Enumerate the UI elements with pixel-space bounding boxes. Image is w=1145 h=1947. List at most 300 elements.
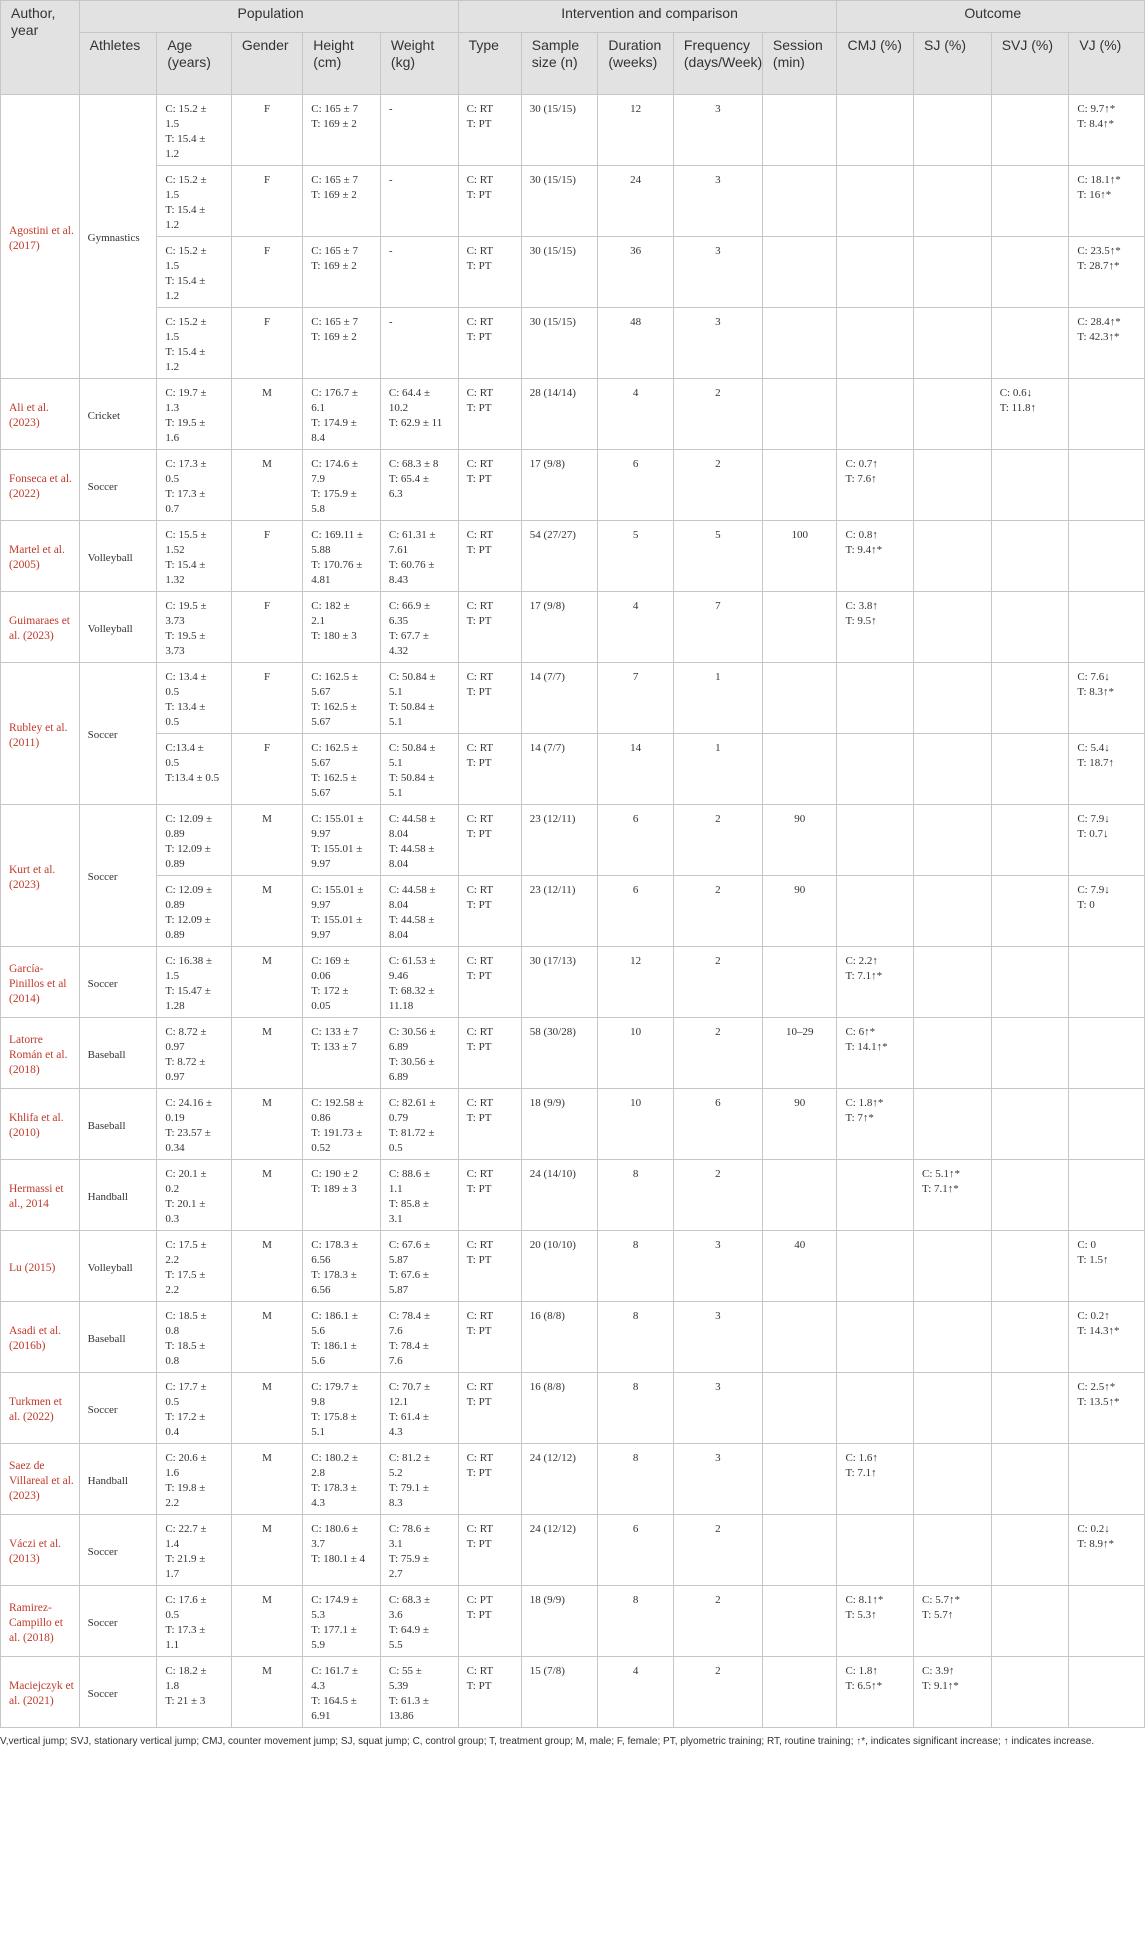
cell-age (157, 237, 232, 308)
cell-type-line: C: RT (466, 1026, 494, 1038)
cell-cmj-line: T: 7.1↑ (845, 1467, 877, 1479)
cell-height-line: 7.9 (311, 473, 326, 485)
cell-height-line: T: 189 ± 3 (311, 1183, 357, 1195)
cell-type-line: T: PT (466, 1609, 492, 1621)
cell-gender: M (231, 379, 302, 450)
cell-duration: 14 (598, 734, 674, 805)
cell-duration: 7 (598, 663, 674, 734)
cell-height-line: C: 182 ± (311, 600, 350, 612)
table-row (1, 95, 1145, 166)
cell-height-line: 5.8 (311, 503, 326, 515)
cell-type (458, 166, 521, 237)
cell-cmj (837, 1373, 914, 1444)
cell-weight-line: T: 50.84 ± (388, 701, 435, 713)
cell-gender: M (231, 450, 302, 521)
cell-vj-line: C: 0 (1077, 1239, 1096, 1251)
cell-age-line: T: 17.3 ± (165, 488, 206, 500)
cell-vj-line: T: 18.7↑ (1077, 757, 1115, 769)
cell-age-line: C:13.4 ± (165, 742, 204, 754)
cell-age-line: C: 18.2 ± (165, 1665, 207, 1677)
cell-height-line: T: 155.01 ± (311, 914, 363, 926)
cell-svj (991, 1302, 1069, 1373)
cell-type-line: C: RT (466, 387, 494, 399)
cell-duration: 4 (598, 1657, 674, 1728)
cell-weight-line: C: 68.3 ± 8 (388, 458, 439, 470)
cell-height-line: T: 162.5 ± (311, 772, 357, 784)
cell-weight-line: 12.1 (388, 1396, 409, 1408)
cell-weight-line: - (388, 103, 393, 115)
cell-height-line: C: 174.9 ± (311, 1594, 358, 1606)
cell-session: 90 (762, 1089, 837, 1160)
cell-type-line: C: RT (466, 884, 494, 896)
cell-sample-size: 30 (15/15) (521, 237, 598, 308)
cell-frequency: 2 (673, 805, 762, 876)
cell-duration: 4 (598, 379, 674, 450)
cell-height-line: C: 178.3 ± (311, 1239, 358, 1251)
cell-height-line: C: 165 ± 7 (311, 316, 358, 328)
cell-weight-line: 10.2 (388, 402, 409, 414)
cell-gender: M (231, 1089, 302, 1160)
cell-duration: 36 (598, 237, 674, 308)
cell-age-line: 1.1 (165, 1639, 180, 1651)
cell-sample-size: 15 (7/8) (521, 1657, 598, 1728)
cell-type-line: T: PT (466, 1467, 492, 1479)
cell-session (762, 734, 837, 805)
cell-sj (914, 1018, 992, 1089)
cell-cmj-line: T: 7.6↑ (845, 473, 877, 485)
cell-type (458, 1089, 521, 1160)
cell-gender: M (231, 876, 302, 947)
cell-height (303, 1515, 381, 1586)
table-row (1, 521, 1145, 592)
cell-height-line: C: 133 ± 7 (311, 1026, 358, 1038)
cell-height-line: 4.3 (311, 1497, 326, 1509)
cell-age-line: 0.5 (165, 757, 180, 769)
cell-vj-line: C: 18.1↑* (1077, 174, 1121, 186)
cell-frequency: 3 (673, 1302, 762, 1373)
cell-height-line: C: 155.01 ± (311, 884, 364, 896)
cell-vj-line: T: 1.5↑ (1077, 1254, 1109, 1266)
cell-type-line: T: PT (466, 1325, 492, 1337)
table-row (1, 308, 1145, 379)
cell-weight (380, 379, 458, 450)
cell-height (303, 237, 381, 308)
cell-duration: 8 (598, 1444, 674, 1515)
cell-height (303, 1444, 381, 1515)
cell-age-line: 1.28 (165, 1000, 185, 1012)
cell-cmj-line: T: 5.3↑ (845, 1609, 877, 1621)
cell-age-line: 0.2 (165, 1183, 180, 1195)
cell-cmj (837, 663, 914, 734)
cell-sample-size: 30 (15/15) (521, 308, 598, 379)
cell-weight-line: 8.3 (388, 1497, 403, 1509)
cell-frequency: 1 (673, 663, 762, 734)
cell-weight-line: T: 50.84 ± (388, 772, 435, 784)
cell-height-line: C: 174.6 ± (311, 458, 358, 470)
cell-weight-line: 5.87 (388, 1254, 409, 1266)
cell-height-line: 2.1 (311, 615, 326, 627)
cell-weight-line: C: 44.58 ± (388, 884, 436, 896)
cell-age-line: C: 12.09 ± (165, 813, 212, 825)
cell-height-line: 5.3 (311, 1609, 326, 1621)
cell-vj (1069, 237, 1145, 308)
cell-type-line: T: PT (466, 189, 492, 201)
cell-weight-line: 8.04 (388, 828, 409, 840)
cell-height (303, 1657, 381, 1728)
cell-age (157, 734, 232, 805)
header-type: Type (458, 33, 521, 95)
cell-age-line: C: 15.2 ± (165, 103, 207, 115)
cell-cmj (837, 1160, 914, 1231)
cell-age-line: 0.8 (165, 1325, 180, 1337)
cell-age-line: 1.4 (165, 1538, 180, 1550)
cell-age-line: 1.32 (165, 574, 185, 586)
cell-sj (914, 1657, 992, 1728)
cell-vj (1069, 1444, 1145, 1515)
cell-height-line: T: 186.1 ± (311, 1340, 357, 1352)
cell-vj (1069, 1089, 1145, 1160)
cell-frequency: 3 (673, 95, 762, 166)
cell-svj (991, 1373, 1069, 1444)
cell-height-line: C: 176.7 ± (311, 387, 358, 399)
cell-type (458, 450, 521, 521)
cell-weight (380, 1515, 458, 1586)
cell-sj-line: T: 7.1↑* (922, 1183, 959, 1195)
cell-sample-size: 30 (17/13) (521, 947, 598, 1018)
cell-weight-line: 5.1 (388, 716, 403, 728)
cell-frequency: 3 (673, 1444, 762, 1515)
cell-session (762, 1657, 837, 1728)
cell-weight-line: T: 60.76 ± (388, 559, 435, 571)
cell-weight-line: 7.61 (388, 544, 409, 556)
cell-duration: 6 (598, 876, 674, 947)
cell-weight-line: C: 78.6 ± (388, 1523, 431, 1535)
cell-sj (914, 450, 992, 521)
cell-age-line: 1.5 (165, 189, 180, 201)
cell-age-line: C: 24.16 ± (165, 1097, 212, 1109)
cell-svj (991, 592, 1069, 663)
cell-author-year: Kurt et al. (2023) (1, 805, 80, 947)
cell-weight-line: T: 44.58 ± (388, 843, 435, 855)
cell-athletes: Soccer (79, 1657, 157, 1728)
cell-age-line: C: 19.5 ± (165, 600, 207, 612)
cell-type-line: T: PT (466, 260, 492, 272)
header-duration: Duration (weeks) (598, 33, 674, 95)
cell-sample-size: 30 (15/15) (521, 95, 598, 166)
cell-frequency: 2 (673, 1515, 762, 1586)
cell-age-line: C: 17.5 ± (165, 1239, 207, 1251)
header-age: Age (years) (157, 33, 232, 95)
cell-age-line: C: 16.38 ± (165, 955, 212, 967)
cell-age-line: 0.5 (165, 1396, 180, 1408)
cell-age-line: T: 15.4 ± (165, 346, 206, 358)
cell-height (303, 734, 381, 805)
cell-height-line: 4.3 (311, 1680, 326, 1692)
cell-type-line: T: PT (466, 544, 492, 556)
cell-type-line: C: RT (466, 1381, 494, 1393)
cell-weight-line: 3.1 (388, 1213, 403, 1225)
cell-gender: F (231, 734, 302, 805)
cell-athletes: Soccer (79, 450, 157, 521)
table-row (1, 1302, 1145, 1373)
cell-weight (380, 521, 458, 592)
cell-athletes: Soccer (79, 947, 157, 1018)
cell-sample-size: 24 (14/10) (521, 1160, 598, 1231)
cell-frequency: 7 (673, 592, 762, 663)
cell-age-line: 1.2 (165, 219, 180, 231)
cell-svj (991, 450, 1069, 521)
cell-weight-line: T: 62.9 ± 11 (388, 417, 443, 429)
cell-height (303, 1089, 381, 1160)
cell-weight-line: 8.04 (388, 858, 409, 870)
cell-sj (914, 734, 992, 805)
cell-weight (380, 734, 458, 805)
cell-vj (1069, 805, 1145, 876)
cell-vj-line: T: 42.3↑* (1077, 331, 1120, 343)
cell-weight-line: C: 44.58 ± (388, 813, 436, 825)
cell-age-line: 1.5 (165, 118, 180, 130)
cell-athletes: Soccer (79, 1586, 157, 1657)
cell-cmj (837, 876, 914, 947)
cell-sj (914, 1089, 992, 1160)
cell-cmj-line: C: 8.1↑* (845, 1594, 884, 1606)
cell-weight-line: 5.87 (388, 1284, 409, 1296)
cell-type-line: C: RT (466, 174, 494, 186)
cell-weight-line: C: 50.84 ± (388, 742, 436, 754)
cell-height-line: 0.86 (311, 1112, 331, 1124)
cell-age (157, 1515, 232, 1586)
cell-duration: 5 (598, 521, 674, 592)
cell-type (458, 876, 521, 947)
cell-author-year: Agostini et al. (2017) (1, 95, 80, 379)
cell-author-year: García-Pinillos et al (2014) (1, 947, 80, 1018)
cell-gender: M (231, 1444, 302, 1515)
cell-type (458, 521, 521, 592)
cell-sj (914, 805, 992, 876)
cell-vj-line: T: 14.3↑* (1077, 1325, 1120, 1337)
cell-duration: 6 (598, 805, 674, 876)
cell-cmj-line: T: 6.5↑* (845, 1680, 883, 1692)
cell-svj (991, 308, 1069, 379)
cell-cmj-line: C: 2.2↑ (845, 955, 878, 967)
cell-frequency: 2 (673, 947, 762, 1018)
cell-age-line: 1.52 (165, 544, 185, 556)
table-row (1, 1160, 1145, 1231)
cell-type-line: T: PT (466, 1254, 492, 1266)
cell-weight-line: C: 50.84 ± (388, 671, 436, 683)
table-row (1, 1515, 1145, 1586)
cell-age (157, 379, 232, 450)
cell-age-line: T: 17.5 ± (165, 1269, 206, 1281)
cell-age-line: C: 17.6 ± (165, 1594, 207, 1606)
cell-height-line: T: 170.76 ± (311, 559, 363, 571)
cell-height-line: C: 165 ± 7 (311, 174, 358, 186)
cell-height-line: T: 169 ± 2 (311, 260, 357, 272)
cell-vj-line: C: 23.5↑* (1077, 245, 1121, 257)
cell-type-line: C: RT (466, 1523, 494, 1535)
cell-weight-line: - (388, 174, 393, 186)
cell-age-line: 0.89 (165, 858, 185, 870)
cell-age-line: T: 12.09 ± (165, 843, 211, 855)
cell-author-year: Fonseca et al. (2022) (1, 450, 80, 521)
cell-weight-line: T: 79.1 ± (388, 1482, 429, 1494)
cell-type-line: C: RT (466, 458, 494, 470)
table-header (1, 1, 1145, 95)
cell-vj (1069, 521, 1145, 592)
table-row (1, 1373, 1145, 1444)
cell-vj-line: T: 13.5↑* (1077, 1396, 1120, 1408)
cell-height-line: C: 162.5 ± (311, 742, 358, 754)
cell-weight (380, 1231, 458, 1302)
cell-gender: M (231, 805, 302, 876)
cell-sample-size: 16 (8/8) (521, 1302, 598, 1373)
cell-age-line: T: 21 ± 3 (165, 1695, 206, 1707)
cell-height-line: T: 180.1 ± 4 (311, 1553, 366, 1565)
cell-height-line: 9.97 (311, 929, 331, 941)
cell-session: 90 (762, 805, 837, 876)
cell-vj (1069, 308, 1145, 379)
cell-author-year: Saez de Villareal et al. (2023) (1, 1444, 80, 1515)
cell-height-line: 9.97 (311, 828, 331, 840)
cell-athletes: Volleyball (79, 1231, 157, 1302)
cell-type-line: T: PT (466, 1041, 492, 1053)
cell-gender: F (231, 521, 302, 592)
cell-weight-line: T: 75.9 ± (388, 1553, 429, 1565)
cell-weight-line: 5.1 (388, 686, 403, 698)
cell-age (157, 592, 232, 663)
cell-weight-line: 13.86 (388, 1710, 414, 1722)
cell-cmj (837, 237, 914, 308)
cell-height-line: 3.7 (311, 1538, 326, 1550)
cell-height-line: T: 191.73 ± (311, 1127, 363, 1139)
cell-weight-line: 1.1 (388, 1183, 403, 1195)
cell-age-line: 0.5 (165, 686, 180, 698)
cell-age-line: 2.2 (165, 1284, 180, 1296)
cell-svj (991, 1231, 1069, 1302)
cell-age-line: 0.8 (165, 1355, 180, 1367)
cell-gender: M (231, 1160, 302, 1231)
cell-sample-size: 24 (12/12) (521, 1515, 598, 1586)
cell-type (458, 734, 521, 805)
cell-sj (914, 1231, 992, 1302)
cell-type-line: T: PT (466, 757, 492, 769)
cell-type-line: T: PT (466, 828, 492, 840)
cell-weight-line: 8.43 (388, 574, 409, 586)
cell-type (458, 947, 521, 1018)
cell-athletes: Volleyball (79, 521, 157, 592)
cell-age-line: T: 17.2 ± (165, 1411, 206, 1423)
cell-height (303, 805, 381, 876)
cell-type (458, 663, 521, 734)
table-row (1, 734, 1145, 805)
cell-frequency: 3 (673, 1231, 762, 1302)
cell-session (762, 592, 837, 663)
cell-weight-line: 4.3 (388, 1426, 403, 1438)
cell-frequency: 1 (673, 734, 762, 805)
table-row (1, 1586, 1145, 1657)
cell-type-line: C: RT (466, 1665, 494, 1677)
cell-weight (380, 166, 458, 237)
cell-weight (380, 1586, 458, 1657)
cell-age (157, 521, 232, 592)
cell-sj (914, 1373, 992, 1444)
cell-sj (914, 1160, 992, 1231)
cell-height-line: 6.1 (311, 402, 326, 414)
cell-vj (1069, 663, 1145, 734)
cell-vj (1069, 947, 1145, 1018)
cell-type-line: T: PT (466, 118, 492, 130)
cell-cmj (837, 450, 914, 521)
cell-weight (380, 876, 458, 947)
cell-type-line: C: RT (466, 671, 494, 683)
cell-sj (914, 379, 992, 450)
cell-type (458, 805, 521, 876)
cell-type-line: C: RT (466, 316, 494, 328)
cell-type (458, 308, 521, 379)
cell-age (157, 308, 232, 379)
cell-gender: F (231, 95, 302, 166)
cell-weight-line: T: 65.4 ± (388, 473, 429, 485)
cell-height-line: C: 165 ± 7 (311, 103, 358, 115)
cell-age (157, 1231, 232, 1302)
cell-athletes: Soccer (79, 663, 157, 805)
cell-weight-line: 5.1 (388, 757, 403, 769)
cell-svj (991, 1160, 1069, 1231)
cell-weight (380, 1444, 458, 1515)
header-session: Session (min) (762, 33, 837, 95)
cell-weight-line: C: 88.6 ± (388, 1168, 431, 1180)
cell-gender: M (231, 1515, 302, 1586)
cell-type-line: C: RT (466, 1452, 494, 1464)
cell-weight-line: C: 61.31 ± (388, 529, 436, 541)
cell-weight (380, 663, 458, 734)
cell-sample-size: 28 (14/14) (521, 379, 598, 450)
cell-weight-line: 8.04 (388, 929, 409, 941)
cell-frequency: 2 (673, 1657, 762, 1728)
cell-vj (1069, 1302, 1145, 1373)
cell-author-year: Guimaraes et al. (2023) (1, 592, 80, 663)
cell-sj (914, 166, 992, 237)
cell-type-line: T: PT (466, 1396, 492, 1408)
cell-weight-line: T: 78.4 ± (388, 1340, 429, 1352)
cell-weight-line: T: 64.9 ± (388, 1624, 429, 1636)
cell-weight (380, 1089, 458, 1160)
cell-age-line: 0.97 (165, 1071, 185, 1083)
cell-weight-line: T: 85.8 ± (388, 1198, 429, 1210)
cell-height-line: 6.56 (311, 1254, 331, 1266)
cell-session (762, 663, 837, 734)
cell-height-line: 5.1 (311, 1426, 326, 1438)
cell-vj-line: C: 7.9↓ (1077, 884, 1110, 896)
cell-weight-line: - (388, 316, 393, 328)
cell-sj-line: T: 5.7↑ (922, 1609, 954, 1621)
cell-height (303, 1586, 381, 1657)
cell-vj (1069, 1160, 1145, 1231)
cell-session: 90 (762, 876, 837, 947)
cell-svj-line: T: 11.8↑ (999, 402, 1037, 414)
cell-athletes: Baseball (79, 1302, 157, 1373)
cell-vj (1069, 1018, 1145, 1089)
cell-sj-line: C: 5.1↑* (922, 1168, 960, 1180)
cell-gender: M (231, 1018, 302, 1089)
table-row (1, 237, 1145, 308)
table-row (1, 166, 1145, 237)
cell-age (157, 1444, 232, 1515)
cell-type-line: T: PT (466, 1680, 492, 1692)
cell-age-line: T: 15.4 ± (165, 204, 206, 216)
cell-age-line: T: 21.9 ± (165, 1553, 206, 1565)
cell-cmj-line: C: 1.8↑ (845, 1665, 878, 1677)
